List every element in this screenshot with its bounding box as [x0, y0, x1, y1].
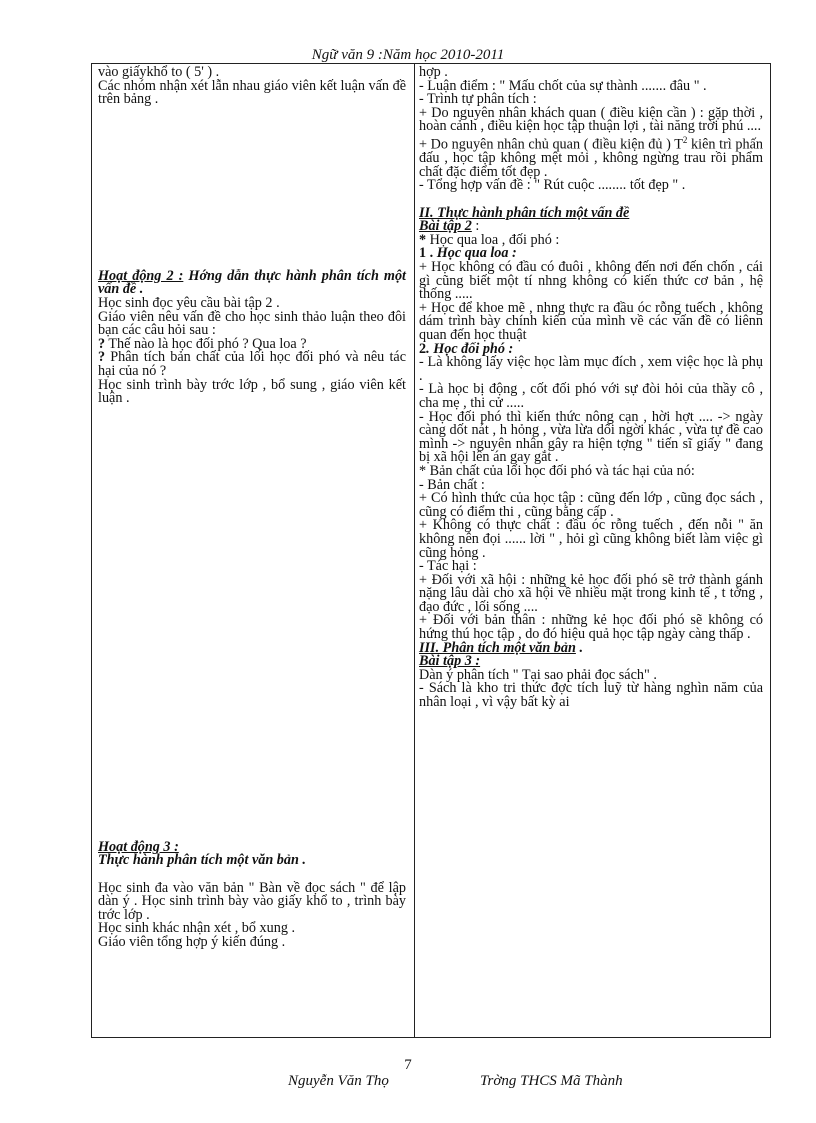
- subjective-cause: [419, 134, 763, 180]
- part2-line: - Là học bị động , cốt đối phó với sự đòi hỏi của thầy cô , cha mẹ , thi cử .....: [419, 381, 763, 411]
- section2-title: II. Thực hành phân tích một vấn đề: [419, 204, 630, 221]
- section3-label: III. Phân tích một văn bản: [419, 639, 576, 656]
- exercise2-colon: :: [471, 218, 480, 235]
- part2-line: - Học đối phó thì kiến thức nông cạn , hời hợt .... -> ngày càng dốt nát , h hỏng , vừa lừa dối ngời khác , vừa tự đề cao mình -> nguyên nhân gây ra hiện tợng " tiến sĩ giấy " đang bị xã hội lên án gay gắt .: [419, 408, 763, 466]
- activity2-closing: Học sinh trình bày trớc lớp , bổ sung , giáo viên kết luận .: [98, 376, 406, 407]
- footer-school: Trờng THCS Mã Thành: [480, 1073, 623, 1089]
- activity2-title-text: Hớng dẫn thực hành phân tích một vấn đề .: [98, 267, 406, 298]
- exercise2-label: Bài tập 2: [419, 218, 472, 235]
- intro-line: vào giấykhổ to ( 5' ) .: [98, 64, 220, 80]
- activity2-title: [98, 267, 406, 298]
- activity3-subtitle: Thực hành phân tích một văn bản .: [98, 852, 306, 869]
- part1-number: 1 .: [419, 245, 434, 262]
- part2-number: 2: [419, 340, 427, 357]
- part2-title: . Học đối phó :: [426, 340, 514, 357]
- part2-line: + Đối với xã hội : những kẻ học đối phó sẽ trở thành gánh nặng lâu dài cho xã hội về nhiều mặt trong kinh tế , t tởng , đạo đức , lối sống ....: [419, 571, 763, 615]
- lesson-table: [91, 63, 771, 1038]
- intro-line: Các nhóm nhận xét lẫn nhau giáo viên kết luận vấn đề trên bảng .: [98, 77, 406, 108]
- activity3-label: Hoạt động 3 :: [98, 838, 179, 855]
- content-line: + Do nguyên nhân khách quan ( điều kiện cần ) : gặp thời , hoàn cảnh , điều kiện học tập thuận lợi , tài năng trời phú ....: [419, 104, 763, 135]
- part2-line: + Không có thực chất : đầu óc rỗng tuếch , đến nỗi " ăn không nên đọi ...... lời " , hỏi gì cũng không biết làm việc gì cũng hỏng .: [419, 517, 763, 561]
- exercise3-line: Dàn ý phân tích " Tại sao phải đọc sách" .: [419, 666, 657, 683]
- synthesis-line: - Tổng hợp vấn đề : " Rút cuộc ........ tốt đẹp " .: [419, 177, 686, 194]
- exercise3-line: - Sách là kho tri thức đợc tích luỹ từ hàng nghìn năm của nhân loại , vì vậy bất kỳ ai: [419, 680, 763, 711]
- part2-line: + Có hình thức của học tập : cũng đến lớp , cũng đọc sách , cũng có điểm thi , cũng bằng cấp .: [419, 490, 763, 520]
- question-2: [98, 351, 406, 378]
- star-bullet: *: [419, 231, 427, 248]
- part2-line: + Đối với bản thân : những kẻ học đối phó sẽ không có hứng thú học tập , do đó hiệu quả học tập ngày càng thấp .: [419, 612, 763, 643]
- question-mark: ?: [98, 349, 106, 366]
- question-text: Phân tích bản chất của lối học đối phó và nêu tác hại của nó ?: [98, 349, 406, 379]
- content-line: - Trình tự phân tích :: [419, 91, 537, 108]
- part1-title: Học qua loa :: [433, 245, 517, 262]
- question-text: Thế nào là học đối phó ? Qua loa ?: [105, 335, 307, 352]
- page-number: 7: [404, 1057, 412, 1073]
- section3-tail: .: [575, 639, 583, 656]
- topic-text: Học qua loa , đối phó :: [426, 231, 560, 248]
- activity3-line: Học sinh đa vào văn bản " Bàn về đọc sách " để lập dàn ý . Học sinh trình bày vào giấy khổ to , trình bày trớc lớp .: [98, 879, 406, 923]
- column-divider: [414, 64, 415, 1037]
- content-column: [419, 66, 763, 710]
- subjective-text-cont: kiên trì phấn đấu , học tập không mệt mỏi , không ngừng trau rồi phẩm chất đặc điểm tốt đẹp .: [419, 136, 763, 180]
- spacer: [98, 406, 406, 841]
- activity3-line: Học sinh khác nhận xét , bổ xung .: [98, 920, 296, 937]
- part2-line: - Tác hại :: [419, 558, 477, 575]
- page-header: Ngữ văn 9 :Năm học 2010-2011: [311, 47, 505, 63]
- spacer: [98, 107, 406, 270]
- subjective-text: + Do nguyên nhân chủ quan ( điều kiện đủ ) T: [419, 136, 683, 153]
- footer-author: Nguyễn Văn Thọ: [288, 1073, 389, 1089]
- teacher-activity-column: [98, 66, 406, 949]
- activity2-line: Học sinh đọc yêu cầu bài tập 2 .: [98, 294, 280, 311]
- activity3-line: Giáo viên tổng hợp ý kiến đúng .: [98, 933, 286, 950]
- part1-line: + Học không có đầu có đuôi , không đến nơi đến chốn , cái gì cũng biết một tí nhng không có kiến thức cơ bản , hệ thống .....: [419, 259, 763, 303]
- question-mark: ?: [98, 335, 106, 352]
- content-line: hợp .: [419, 64, 448, 80]
- activity2-label: Hoạt động 2 :: [98, 267, 184, 284]
- part2-line: * Bản chất của lối học đối phó và tác hại của nó:: [419, 462, 695, 479]
- part1-line: + Học để khoe mẽ , nhng thực ra đầu óc rỗng tuếch , không dám trình bày chính kiến của mình về các vấn đề có liênn quan đến học thuật: [419, 299, 763, 344]
- content-line: - Luận điểm : " Mấu chốt của sự thành ....... đâu " .: [419, 77, 707, 94]
- activity2-line: Giáo viên nêu vấn đề cho học sinh thảo luận theo đôi bạn các câu hỏi sau :: [98, 308, 406, 339]
- superscript: 2: [682, 134, 688, 145]
- part2-line: - Là không lấy việc học làm mục đích , xem việc học là phụ .: [419, 354, 763, 384]
- exercise3-title: Bài tập 3 :: [419, 653, 481, 670]
- part2-line: - Bản chất :: [419, 476, 485, 493]
